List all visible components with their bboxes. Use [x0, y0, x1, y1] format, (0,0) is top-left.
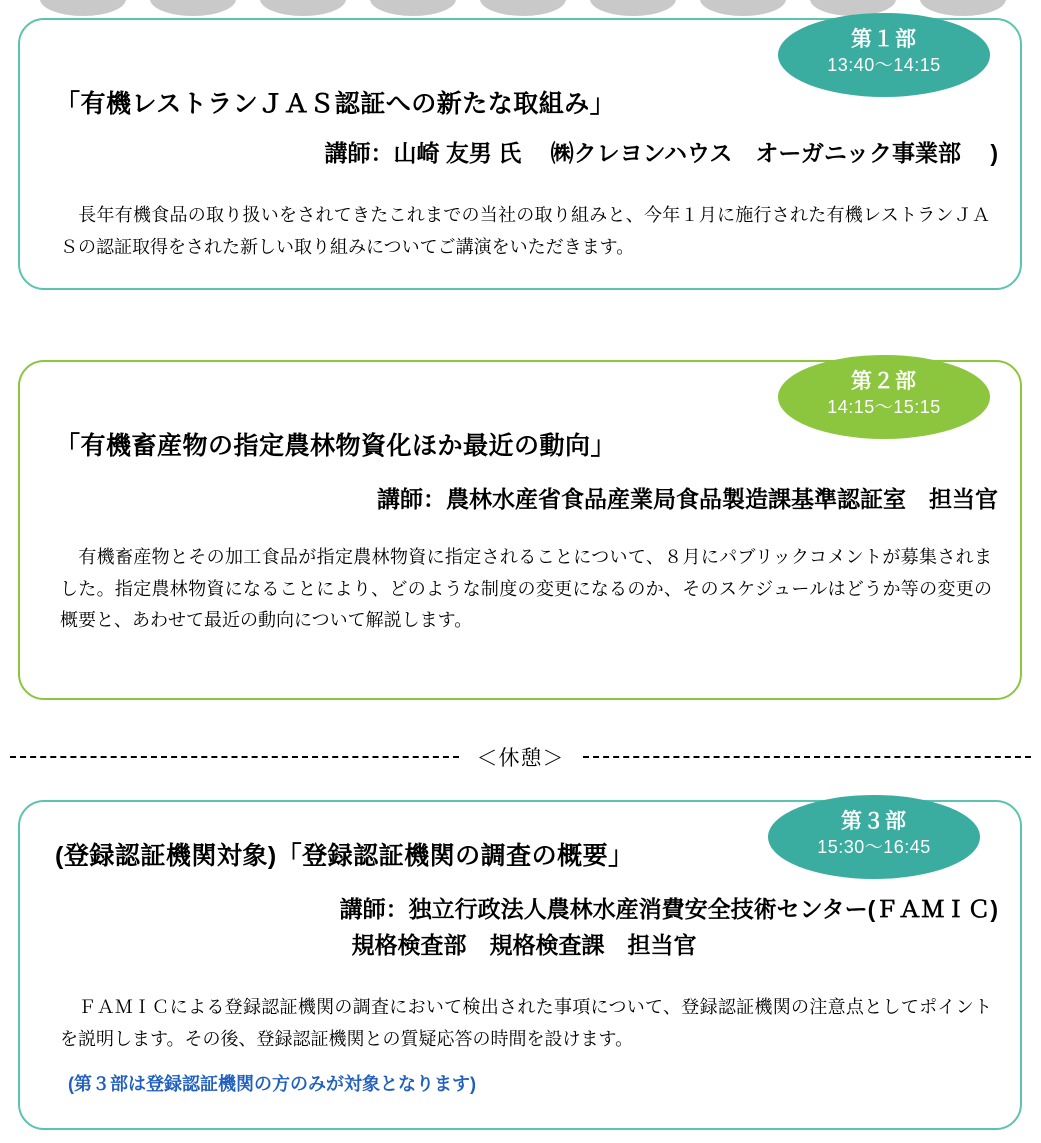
break-dash-right — [583, 756, 1032, 758]
session-2-title: 「有機畜産物の指定農林物資化ほか最近の動向」 — [55, 432, 617, 460]
decorative-ellipse — [590, 0, 676, 16]
session-3-speaker-line-2: 規格検査部 規格検査課 担当官 — [351, 932, 697, 958]
decorative-ellipse — [260, 0, 346, 16]
session-3-speaker-line-1: 講師：独立行政法人農林水産消費安全技術センター(ＦＡＭＩＣ) — [339, 896, 998, 922]
session-2-badge — [778, 355, 990, 439]
session-1-badge — [778, 13, 990, 97]
session-3-body: ＦＡＭＩＣによる登録認証機関の調査において検出された事項について、登録認証機関の注意点としてポイントを説明します。その後、登録認証機関との質疑応答の時間を設けます。 — [60, 997, 992, 1049]
decorative-ellipse — [920, 0, 1006, 16]
session-2-speaker: 講師：農林水産省食品産業局食品製造課基準認証室 担当官 — [377, 486, 998, 512]
break-label: ＜休憩＞ — [476, 747, 565, 770]
decorative-ellipse — [370, 0, 456, 16]
session-1-speaker: 講師：山崎 友男 氏 ㈱クレヨンハウス オーガニック事業部 ) — [324, 140, 998, 166]
decorative-ellipse — [480, 0, 566, 16]
session-3-title: (登録認証機関対象)「登録認証機関の調査の概要」 — [55, 842, 634, 870]
session-3-badge-time: 15:30〜16:45 — [817, 837, 931, 857]
break-dash-left — [10, 756, 459, 758]
decorative-ellipse — [150, 0, 236, 16]
session-1-badge-title: 第１部 — [851, 28, 917, 51]
break-separator — [10, 742, 1031, 772]
session-3-note: (第３部は登録認証機関の方のみが対象となります) — [68, 1074, 476, 1094]
session-2-body: 有機畜産物とその加工食品が指定農林物資に指定されることについて、８月にパブリックコメントが募集されました。指定農林物資になることにより、どのような制度の変更になるのか、そのスケジュールはどうか等の変更の概要と、あわせて最近の動向について解説します。 — [60, 547, 992, 630]
decorative-ellipse — [40, 0, 126, 16]
session-1-body: 長年有機食品の取り扱いをされてきたこれまでの当社の取り組みと、今年１月に施行された有機レストランＪＡＳの認証取得をされた新しい取り組みについてご講演をいただきます。 — [60, 205, 990, 257]
decorative-ellipse — [700, 0, 786, 16]
session-2-badge-time: 14:15〜15:15 — [827, 397, 941, 417]
session-2-badge-title: 第２部 — [851, 370, 917, 393]
session-1-badge-time: 13:40〜14:15 — [827, 55, 941, 75]
session-3-badge-title: 第３部 — [841, 810, 907, 833]
session-1-title: 「有機レストランＪＡＳ認証への新たな取組み」 — [55, 90, 616, 118]
session-3-badge — [768, 795, 980, 879]
